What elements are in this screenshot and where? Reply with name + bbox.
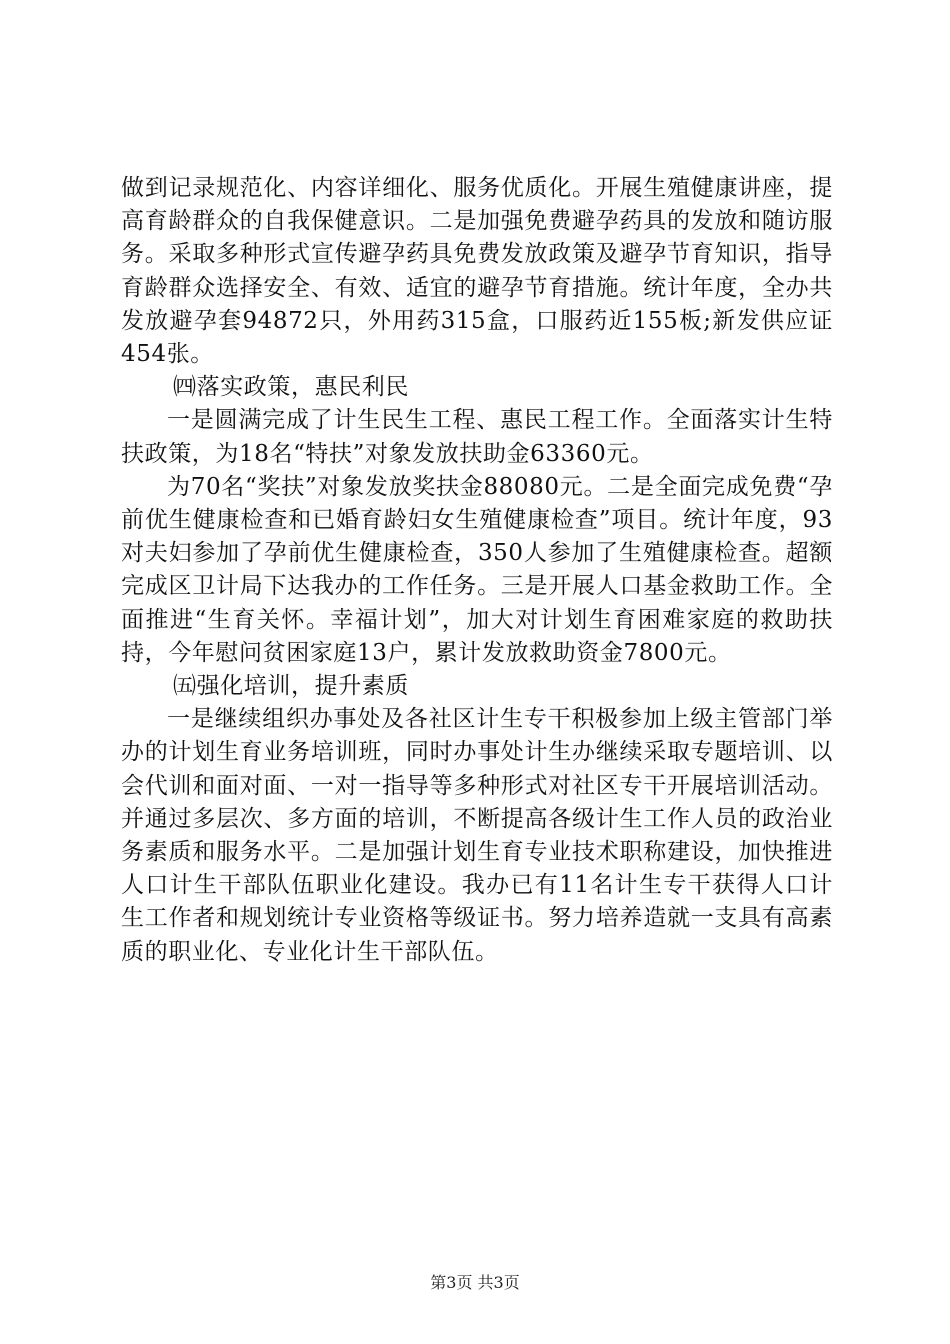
section-heading-4: ㈣落实政策，惠民利民 xyxy=(173,374,409,401)
document-body xyxy=(121,172,833,969)
page-number-footer: 第3页 共3页 xyxy=(430,1273,520,1292)
section-heading-5: ㈤强化培训，提升素质 xyxy=(173,673,409,700)
paragraph-4: 一是继续组织办事处及各社区计生专干积极参加上级主管部门举办的计划生育业务培训班，同时办事处计生办继续采取专题培训、以会代训和面对面、一对一指导等多种形式对社区专干开展培训活动。并通过多层次、多方面的培训，不断提高各级计生工作人员的政治业务素质和服务水平。二是加强计划生育专业技术职称建设，加快推进人口计生干部队伍职业化建设。我办已有11名计生专干获得人口计生工作者和规划统计专业资格等级证书。努力培养造就一支具有高素质的职业化、专业化计生干部队伍。 xyxy=(121,706,833,965)
paragraph-3: 为70名“奖扶”对象发放奖扶金88080元。二是全面完成免费“孕前优生健康检查和已婚育龄妇女生殖健康检查”项目。统计年度，93对夫妇参加了孕前优生健康检查，350人参加了生殖健康检查。超额完成区卫计局下达我办的工作任务。三是开展人口基金救助工作。全面推进“生育关怀。幸福计划”，加大对计划生育困难家庭的救助扶持，今年慰问贫困家庭13户，累计发放救助资金7800元。 xyxy=(121,473,833,666)
paragraph-2: 一是圆满完成了计生民生工程、惠民工程工作。全面落实计生特扶政策，为18名“特扶”对象发放扶助金63360元。 xyxy=(121,407,833,467)
paragraph-1: 做到记录规范化、内容详细化、服务优质化。开展生殖健康讲座，提高育龄群众的自我保健意识。二是加强免费避孕药具的发放和随访服务。采取多种形式宣传避孕药具免费发放政策及避孕节育知识，指导育龄群众选择安全、有效、适宜的避孕节育措施。统计年度，全办共发放避孕套94872只，外用药315盒，口服药近155板;新发供应证454张。 xyxy=(121,175,833,368)
